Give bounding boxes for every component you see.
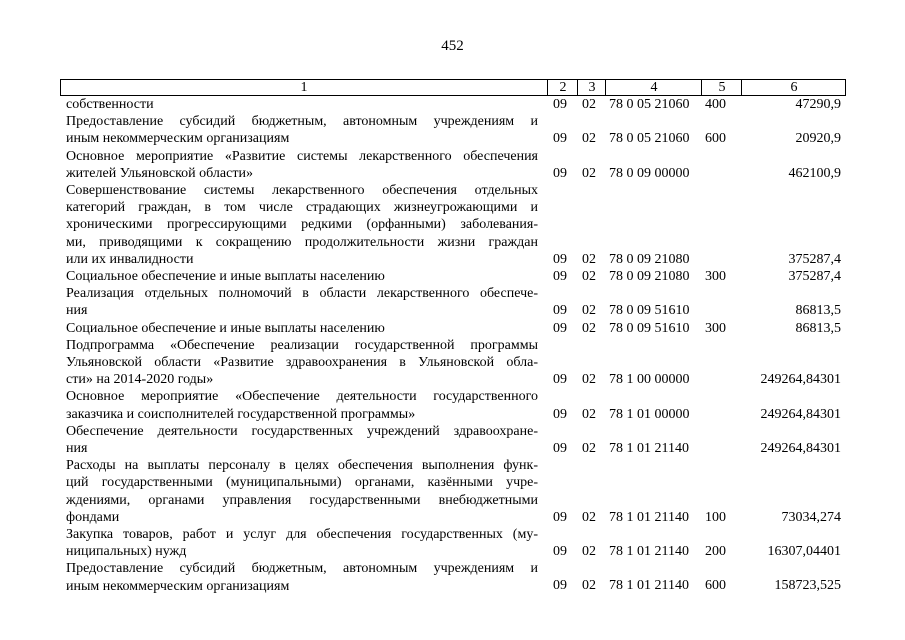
- table-row: [0, 148, 905, 182]
- expense-type-code: 300: [705, 320, 726, 336]
- subsection-code: 02: [582, 320, 596, 336]
- subsection-code: 02: [582, 406, 596, 422]
- description-line: Основное мероприятие «Развитие системы лекарственного обеспечения: [66, 148, 538, 164]
- expense-type-code: 400: [705, 96, 726, 112]
- target-article-code: 78 1 01 21140: [609, 440, 689, 456]
- description-line: ния: [66, 440, 88, 456]
- section-code: 09: [553, 251, 567, 267]
- subsection-code: 02: [582, 96, 596, 112]
- table-row: [0, 337, 905, 389]
- subsection-code: 02: [582, 303, 596, 319]
- description-line: Совершенствование системы лекарственного обеспечения отдельных: [66, 182, 538, 198]
- amount-value: 86813,5: [795, 303, 841, 319]
- description-line: Ульяновской области «Развитие здравоохранения в Ульяновской обла-: [66, 354, 538, 370]
- table-row: [0, 182, 905, 268]
- column-header-2: 2: [547, 80, 578, 95]
- row-description: [66, 320, 538, 337]
- description-line: ций государственными (муниципальными) органами, казёнными учре-: [66, 475, 538, 491]
- amount-value: 375287,4: [788, 251, 841, 267]
- description-line: Основное мероприятие «Обеспечение деятельности государственного: [66, 389, 538, 405]
- target-article-code: 78 0 09 21080: [609, 251, 690, 267]
- column-header-4: 4: [605, 80, 702, 95]
- row-description: [66, 457, 538, 526]
- target-article-code: 78 1 01 21140: [609, 544, 689, 560]
- target-article-code: 78 0 05 21060: [609, 131, 690, 147]
- amount-value: 375287,4: [788, 268, 841, 284]
- page-number: 452: [441, 38, 464, 54]
- row-description: [66, 388, 538, 422]
- table-row: [0, 388, 905, 422]
- subsection-code: 02: [582, 372, 596, 388]
- target-article-code: 78 1 01 00000: [609, 406, 690, 422]
- description-line: иным некоммерческим организациям: [66, 578, 290, 594]
- expense-type-code: 200: [705, 544, 726, 560]
- table-row: [0, 320, 905, 337]
- description-line: Предоставление субсидий бюджетным, автономным учреждениям и: [66, 561, 538, 577]
- section-code: 09: [553, 440, 567, 456]
- description-line: жителей Ульяновской области»: [66, 165, 253, 181]
- target-article-code: 78 1 00 00000: [609, 372, 690, 388]
- description-line: иным некоммерческим организациям: [66, 131, 290, 147]
- section-code: 09: [553, 406, 567, 422]
- description-line: Социальное обеспечение и иные выплаты населению: [66, 320, 385, 336]
- section-code: 09: [553, 372, 567, 388]
- table-header: [60, 79, 846, 96]
- amount-value: 158723,525: [774, 578, 841, 594]
- row-description: [66, 96, 538, 113]
- target-article-code: 78 0 05 21060: [609, 96, 690, 112]
- description-line: ми, приводящими к сокращению продолжительности жизни граждан: [66, 234, 538, 250]
- amount-value: 249264,84301: [760, 372, 841, 388]
- description-line: Закупка товаров, работ и услуг для обеспечения государственных (му-: [66, 526, 538, 542]
- section-code: 09: [553, 268, 567, 284]
- section-code: 09: [553, 509, 567, 525]
- table-row: [0, 560, 905, 594]
- row-description: [66, 148, 538, 182]
- table-row: [0, 526, 905, 560]
- table-row: [0, 113, 905, 147]
- subsection-code: 02: [582, 268, 596, 284]
- description-line: ждениями, органами управления государственными внебюджетными: [66, 492, 538, 508]
- expense-type-code: 300: [705, 268, 726, 284]
- subsection-code: 02: [582, 440, 596, 456]
- amount-value: 73034,274: [781, 509, 841, 525]
- subsection-code: 02: [582, 578, 596, 594]
- section-code: 09: [553, 544, 567, 560]
- target-article-code: 78 1 01 21140: [609, 509, 689, 525]
- target-article-code: 78 0 09 51610: [609, 320, 690, 336]
- target-article-code: 78 0 09 51610: [609, 303, 690, 319]
- description-line: Подпрограмма «Обеспечение реализации государственной программы: [66, 337, 538, 353]
- description-line: ния: [66, 303, 88, 319]
- column-header-1: 1: [300, 80, 308, 95]
- subsection-code: 02: [582, 131, 596, 147]
- row-description: [66, 560, 538, 594]
- row-description: [66, 113, 538, 147]
- table-row: [0, 285, 905, 319]
- section-code: 09: [553, 96, 567, 112]
- row-description: [66, 423, 538, 457]
- table-body: [0, 96, 905, 595]
- description-line: сти» на 2014-2020 годы»: [66, 372, 214, 388]
- target-article-code: 78 1 01 21140: [609, 578, 689, 594]
- expense-type-code: 100: [705, 509, 726, 525]
- description-line: фондами: [66, 509, 120, 525]
- amount-value: 16307,04401: [767, 544, 841, 560]
- section-code: 09: [553, 303, 567, 319]
- description-line: Реализация отдельных полномочий в области лекарственного обеспече-: [66, 286, 538, 302]
- amount-value: 20920,9: [795, 131, 841, 147]
- amount-value: 249264,84301: [760, 406, 841, 422]
- description-line: Предоставление субсидий бюджетным, автономным учреждениям и: [66, 114, 538, 130]
- row-description: [66, 268, 538, 285]
- expense-type-code: 600: [705, 131, 726, 147]
- description-line: Обеспечение деятельности государственных учреждений здравоохране-: [66, 423, 538, 439]
- table-row: [0, 268, 905, 285]
- row-description: [66, 526, 538, 560]
- description-line: Расходы на выплаты персоналу в целях обеспечения выполнения функ-: [66, 458, 538, 474]
- table-row: [0, 423, 905, 457]
- subsection-code: 02: [582, 251, 596, 267]
- section-code: 09: [553, 165, 567, 181]
- subsection-code: 02: [582, 509, 596, 525]
- subsection-code: 02: [582, 544, 596, 560]
- description-line: заказчика и соисполнителей государственной программы»: [66, 406, 416, 422]
- column-header-6: 6: [741, 80, 846, 95]
- description-line: хроническими прогрессирующими редкими (орфанными) заболевания-: [66, 217, 538, 233]
- target-article-code: 78 0 09 00000: [609, 165, 690, 181]
- subsection-code: 02: [582, 165, 596, 181]
- row-description: [66, 337, 538, 389]
- column-header-5: 5: [701, 80, 742, 95]
- amount-value: 462100,9: [788, 165, 841, 181]
- amount-value: 249264,84301: [760, 440, 841, 456]
- section-code: 09: [553, 320, 567, 336]
- description-line: собственности: [66, 97, 154, 112]
- row-description: [66, 182, 538, 268]
- section-code: 09: [553, 131, 567, 147]
- description-line: категорий граждан, в том числе страдающих жизнеугрожающими и: [66, 200, 538, 216]
- description-line: Социальное обеспечение и иные выплаты населению: [66, 268, 385, 284]
- table-row: [0, 96, 905, 113]
- expense-type-code: 600: [705, 578, 726, 594]
- row-description: [66, 285, 538, 319]
- amount-value: 86813,5: [795, 320, 841, 336]
- table-row: [0, 457, 905, 526]
- amount-value: 47290,9: [795, 96, 841, 112]
- description-line: ниципальных) нужд: [66, 544, 187, 560]
- target-article-code: 78 0 09 21080: [609, 268, 690, 284]
- description-line: или их инвалидности: [66, 251, 194, 267]
- column-header-3: 3: [577, 80, 606, 95]
- section-code: 09: [553, 578, 567, 594]
